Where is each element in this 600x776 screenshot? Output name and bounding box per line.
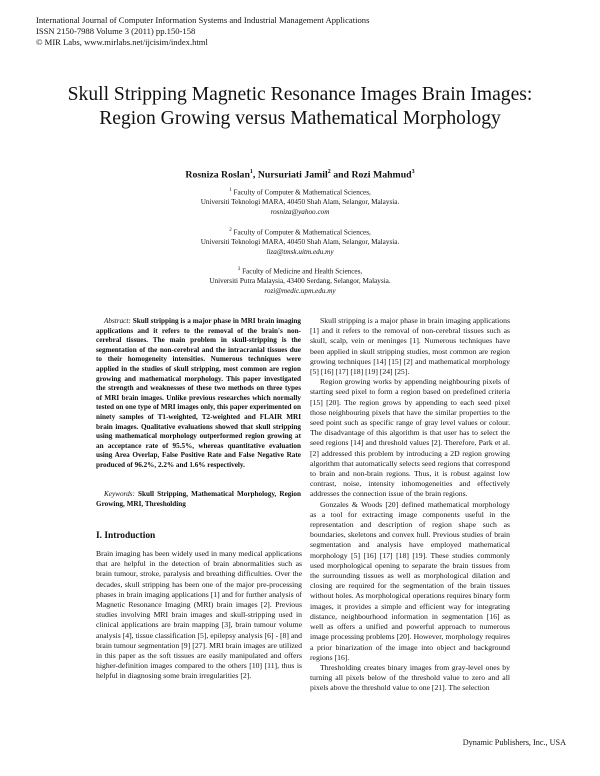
section-heading-introduction: I. Introduction (96, 531, 156, 541)
journal-issn: ISSN 2150-7988 Volume 3 (2011) pp.150-158 (36, 26, 196, 36)
author-name: Rozi Mahmud (351, 169, 412, 181)
author-sup: 1 (249, 169, 253, 175)
author-separator: and (330, 169, 352, 181)
page-footer: Dynamic Publishers, Inc., USA (462, 738, 566, 747)
paragraph: Thresholding creates binary images from gray-level ones by turning all pixels below of the threshold value to zero and all pixels above the threshold value to one [21]. The selection (310, 662, 510, 693)
abstract-label: Abstract (104, 317, 129, 325)
abstract-text: Skull stripping is a major phase in MRI brain imaging applications and it refers to the removal of the brain's non-cerebral tissues. The main problem in skull-stripping is the segmentation of the non-cerebral and the intracranial tissues due to their homogeneity intensities. Numerous techniques were applied in the studies of skull stripping, most common are region growing and mathematical morphology. This paper investigated the strength and weaknesses of these two methods on three types of MRI brain images. Unlike previous researches which normally tested on one type of MRI images only, this paper experimented on ninety samples of T1-weighted, T2-weighted and FLAIR MRI brain images. Qualitative evaluations showed that skull stripping using mathematical morphology outperformed region growing at an acceptance rate of 95.5%, whereas quantitative evaluation using Area Overlap, False Positive Rate and False Negative Rate produced of 96.2%, 2.2% and 1.6% respectively. (96, 317, 302, 469)
affiliation-dept: Faculty of Medicine and Health Sciences, (242, 267, 363, 276)
keywords-text: Skull Stripping, Mathematical Morphology, Region Growing, MRI, Thresholding (96, 490, 301, 508)
paragraph: Region growing works by appending neighbouring pixels of starting seed pixel to form a region based on predefined criteria [15] [20]. The region grows by appending to each seed pixel those neighbouring pixels that have the similar properties to the seed point such as specific range of gray level values or colour. The disadvantage of this algorithm is that user has to select the seed regions [14] and threshold values [2]. Therefore, Park et al. [2] addressed this problem by introducing a 2D region growing algorithm that automatically selects seed regions that correspond to brain and non-brain regions. Thus, it is robust against low contrast, noise, intensity inhomogeneities and effectively addresses the connection issue of the brain regions. (310, 377, 510, 499)
affiliation-1 (60, 186, 540, 217)
affiliation-dept: Faculty of Computer & Mathematical Sciences, (233, 188, 371, 197)
affiliation-email[interactable]: rosniza@yahoo.com (270, 208, 330, 217)
author-separator: , (252, 169, 258, 181)
affiliation-email[interactable]: rozi@medic.upm.edu.my (264, 287, 336, 296)
affiliation-sup: 3 (237, 267, 241, 272)
journal-name: International Journal of Computer Information Systems and Industrial Management Applications (36, 15, 370, 25)
affiliation-sup: 1 (229, 188, 232, 193)
keywords-label: Keywords (104, 490, 133, 498)
affiliation-2 (60, 226, 540, 257)
affiliation-3 (60, 265, 540, 296)
abstract-block: Abstract: Skull stripping is a major phase in MRI brain imaging applications and it refers to the removal of the brain's non-cerebral tissues. The main problem in skull-stripping is the segmentation of the non-cerebral and the intracranial tissues due to their homogeneity intensities. Numerous techniques were applied in the studies of skull stripping, most common are region growing and mathematical morphology. This paper investigated the strength and weaknesses of these two methods on three types of MRI brain images. Unlike previous researches which normally tested on one type of MRI images only, this paper experimented on ninety samples of T1-weighted, T2-weighted and FLAIR MRI brain images. Qualitative evaluations showed that skull stripping using mathematical morphology outperformed region growing at an acceptance rate of 95.5%, whereas quantitative evaluation using Area Overlap, False Positive Rate and False Negative Rate produced of 96.2%, 2.2% and 1.6% respectively. (96, 317, 302, 469)
journal-publisher: © MIR Labs, www.mirlabs.net/ijcisim/index.html (36, 37, 208, 47)
affiliation-dept: Faculty of Computer & Mathematical Sciences, (233, 228, 371, 237)
author-sup: 2 (327, 169, 331, 175)
author-name: Rosniza Roslan (185, 169, 250, 181)
author-list (40, 169, 560, 180)
affiliation-address: Universiti Teknologi MARA, 40450 Shah Alam, Selangor, Malaysia. (200, 198, 400, 207)
author-sup: 3 (411, 169, 415, 175)
paragraph: Gonzales & Woods [20] defined mathematical morphology as a tool for extracting image components useful in the representation and description of region shape such as boundaries, skeletons and convex hull. Previous studies of brain segmentation and analysis have employed mathematical morphology [5] [16] [17] [18] [19]. These studies commonly used morphological opening to separate the brain tissues from the surrounding tissues as well as morphological dilation and closing are required for the segmentation of the brain tissues without holes. As morphological operations requires binary form images, it provides a simple and efficient way for integrating distance, neighbourhood information in segmentation [16] as well as offers a unified and powerful approach to numerous image processing problems [20]. However, morphology requires a prior binarization of the image into object and background regions [16]. (310, 499, 510, 662)
affiliation-address: Universiti Putra Malaysia, 43400 Serdang, Selangor, Malaysia. (209, 277, 391, 286)
affiliation-email[interactable]: liza@tmsk.uitm.edu.my (266, 248, 334, 257)
author-name: Nursuriati Jamil (257, 169, 328, 181)
paper-title: Skull Stripping Magnetic Resonance Images Brain Images: Region Growing versus Mathematical Morphology (67, 84, 533, 129)
keywords-block: Keywords: Skull Stripping, Mathematical Morphology, Region Growing, MRI, Thresholding (96, 490, 301, 508)
affiliation-address: Universiti Teknologi MARA, 40450 Shah Alam, Selangor, Malaysia. (200, 238, 400, 247)
paragraph: Brain imaging has been widely used in many medical applications that are helpful in the detection of brain abnormalities such as brain tumour, stroke, paralysis and breathing difficulties. Over the decades, skull stripping has been one of the major pre-processing phases in brain imaging applications [1] and for further analysis of Magnetic Resonance Imaging (MRI) brain images [2]. Previous studies involving MRI brain images and skull-stripping used in clinical applications are brain mapping [3], brain tumour volume analysis [4], tissue classification [5], epilepsy analysis [6] - [8] and brain tumour segmentation [9] [27]. MRI brain images are utilized in this paper as the soft tissues are easily manipulated and offers higher-definition images compared to the others [10] [11], thus is helpful in diagnosing some brain irregularities [2]. (96, 549, 302, 681)
paragraph: Skull stripping is a major phase in brain imaging applications [1] and it refers to the removal of non-cerebral tissues such as skull, scalp, vein or meninges [1]. Numerous techniques have been applied in skull stripping studies, most common are region growing techniques [14] [15] [2] and mathematical morphology [5] [16] [17] [18] [19] [24] [25]. (310, 316, 510, 377)
journal-header (36, 15, 369, 48)
affiliation-sup: 2 (229, 228, 232, 233)
right-column-body (310, 316, 510, 694)
introduction-body (96, 549, 302, 682)
